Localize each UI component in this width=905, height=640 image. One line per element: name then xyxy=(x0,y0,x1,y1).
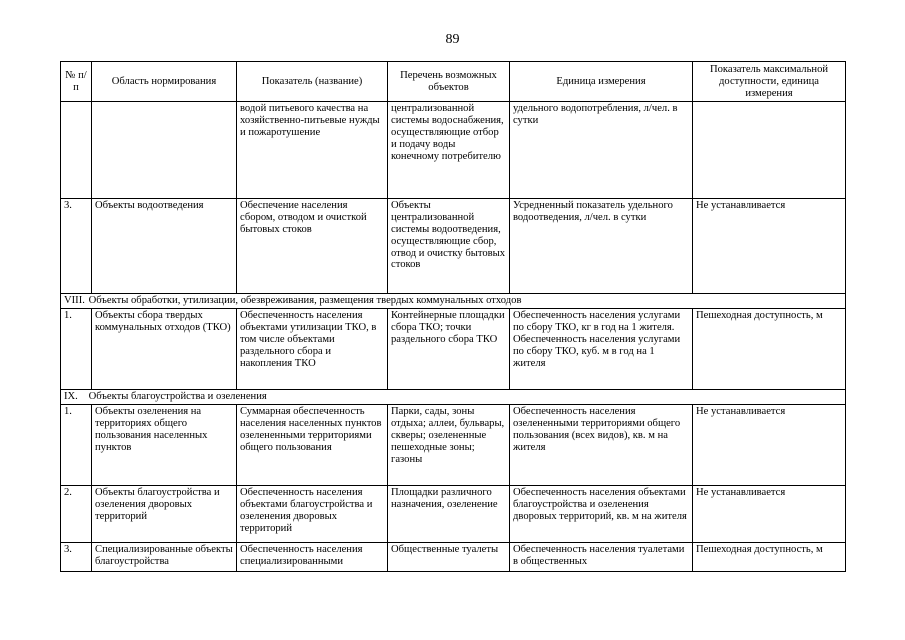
cell-num xyxy=(61,102,92,199)
cell-objects: Контейнерные площадки сбора ТКО; точки раздельного сбора ТКО xyxy=(388,309,510,390)
cell-objects: Общественные туалеты xyxy=(388,543,510,572)
section-text-viii: Объекты обработки, утилизации, обезвреживания, размещения твердых коммунальных отходов xyxy=(88,295,522,307)
header-unit: Единица измерения xyxy=(510,62,693,102)
header-objects: Перечень возможных объектов xyxy=(388,62,510,102)
cell-unit: Усредненный показатель удельного водоотведения, л/чел. в сутки xyxy=(510,199,693,294)
cell-num: 2. xyxy=(61,486,92,543)
header-indicator: Показатель (название) xyxy=(237,62,388,102)
cell-objects: централизованной системы водоснабжения, осуществляющие отбор и подачу воды конечному потребителю xyxy=(388,102,510,199)
cell-unit: Обеспеченность населения туалетами в общественных xyxy=(510,543,693,572)
cell-unit xyxy=(510,309,693,390)
cell-unit-line-2: Обеспеченность населения услугами по сбору ТКО, куб. м в год на 1 жителя xyxy=(513,333,681,369)
header-area: Область нормирования xyxy=(92,62,237,102)
table-row xyxy=(61,199,846,294)
cell-indicator: Обеспечение населения сбором, отводом и очисткой бытовых стоков xyxy=(237,199,388,294)
cell-unit: Обеспеченность населения озелененными территориями общего пользования (всех видов), кв. м на жителя xyxy=(510,405,693,486)
cell-area: Объекты благоустройства и озеленения дворовых территорий xyxy=(92,486,237,543)
table-row xyxy=(61,405,846,486)
cell-area: Объекты водоотведения xyxy=(92,199,237,294)
cell-area: Специализированные объекты благоустройства xyxy=(92,543,237,572)
table-row xyxy=(61,543,846,572)
cell-indicator: Обеспеченность населения объектами утилизации ТКО, в том числе объектами раздельного сбора и накопления ТКО xyxy=(237,309,388,390)
table-row xyxy=(61,309,846,390)
cell-num: 3. xyxy=(61,199,92,294)
header-max-access: Показатель максимальной доступности, единица измерения xyxy=(693,62,846,102)
norms-table xyxy=(60,61,846,572)
section-row-ix xyxy=(61,390,846,405)
cell-area: Объекты озеленения на территориях общего пользования населенных пунктов xyxy=(92,405,237,486)
cell-unit: Обеспеченность населения объектами благоустройства и озеленения дворовых территорий, кв. м на жителя xyxy=(510,486,693,543)
cell-unit: удельного водопотребления, л/чел. в сутки xyxy=(510,102,693,199)
section-roman-viii: VIII. xyxy=(64,295,85,307)
cell-max-access: Пешеходная доступность, м xyxy=(693,309,846,390)
section-title-viii xyxy=(61,294,846,309)
section-text-ix: Объекты благоустройства и озеленения xyxy=(88,391,267,403)
cell-max-access: Не устанавливается xyxy=(693,486,846,543)
cell-num: 3. xyxy=(61,543,92,572)
cell-indicator: водой питьевого качества на хозяйственно-питьевые нужды и пожаротушение xyxy=(237,102,388,199)
header-num: № п/п xyxy=(61,62,92,102)
page-number: 89 xyxy=(445,32,460,47)
cell-max-access: Не устанавливается xyxy=(693,405,846,486)
cell-area: Объекты сбора твердых коммунальных отходов (ТКО) xyxy=(92,309,237,390)
table-header-row xyxy=(61,62,846,102)
table-row xyxy=(61,102,846,199)
cell-objects: Площадки различного назначения, озеленение xyxy=(388,486,510,543)
cell-indicator: Обеспеченность населения объектами благоустройства и озеленения дворовых территорий xyxy=(237,486,388,543)
cell-objects: Объекты централизованной системы водоотведения, осуществляющие сбор, отвод и очистку бытовых стоков xyxy=(388,199,510,294)
cell-unit-line-1: Обеспеченность населения услугами по сбору ТКО, кг в год на 1 жителя. xyxy=(513,310,681,334)
cell-indicator: Суммарная обеспеченность населения населенных пунктов озелененными территориями общего пользования xyxy=(237,405,388,486)
cell-max-access xyxy=(693,102,846,199)
cell-area xyxy=(92,102,237,199)
section-title-ix xyxy=(61,390,846,405)
cell-max-access: Пешеходная доступность, м xyxy=(693,543,846,572)
cell-num: 1. xyxy=(61,309,92,390)
cell-max-access: Не устанавливается xyxy=(693,199,846,294)
cell-objects: Парки, сады, зоны отдыха; аллеи, бульвары, скверы; озелененные пешеходные зоны; газоны xyxy=(388,405,510,486)
section-roman-ix: IX. xyxy=(64,391,78,403)
section-row-viii xyxy=(61,294,846,309)
cell-indicator: Обеспеченность населения специализированными xyxy=(237,543,388,572)
table-row xyxy=(61,486,846,543)
cell-num: 1. xyxy=(61,405,92,486)
